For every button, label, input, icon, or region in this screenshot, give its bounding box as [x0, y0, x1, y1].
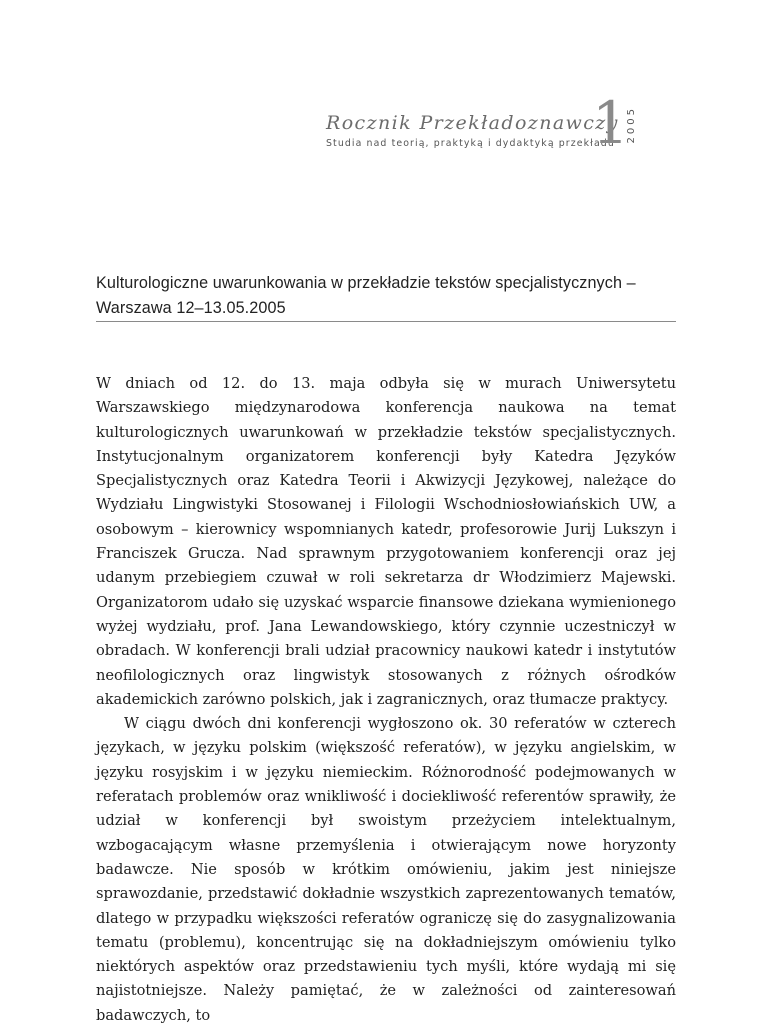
article-body	[96, 372, 676, 1028]
journal-subtitle: Studia nad teorią, praktyką i dydaktyką przekładu	[326, 138, 615, 149]
journal-title: Rocznik Przekładoznawczy	[326, 112, 619, 134]
article-title: Kulturologiczne uwarunkowania w przekładzie tekstów specjalistycznych – Warszawa 12–13.05.2005	[96, 274, 636, 317]
journal-year: 2005	[626, 106, 637, 144]
body-paragraph: W dniach od 12. do 13. maja odbyła się w murach Uniwersytetu Warszawskiego międzynarodowa konferencja naukowa na temat kulturologicznych uwarunkowań w przekładzie tekstów specjalistycznych. Instytucjonalnym organizatorem konferencji były Katedra Języków Specjalistycznych oraz Katedra Teorii i Akwizycji Językowej, należące do Wydziału Lingwistyki Stosowanej i Filologii Wschodniosłowiańskich UW, a osobowym – kierownicy wspomnianych katedr, profesorowie Jurij Lukszyn i Franciszek Grucza. Nad sprawnym przygotowaniem konferencji oraz jej udanym przebiegiem czuwał w roli sekretarza dr Włodzimierz Majewski. Organizatorom udało się uzyskać wsparcie finansowe dziekana wymienionego wyżej wydziału, prof. Jana Lewandowskiego, który czynnie uczestniczył w obradach. W konferencji brali udział pracownicy naukowi katedr i instytutów neofilologicznych oraz lingwistyk stosowanych z różnych ośrodków akademickich zarówno polskich, jak i zagranicznych, oraz tłumacze praktycy.	[96, 375, 676, 708]
body-paragraph: W ciągu dwóch dni konferencji wygłoszono ok. 30 referatów w czterech językach, w języku polskim (większość referatów), w języku angielskim, w języku rosyjskim i w języku niemieckim. Różnorodność podejmowanych w referatach problemów oraz wnikliwość i dociekliwość referentów sprawiły, że udział w konferencji był swoistym przeżyciem intelektualnym, wzbogacającym własne przemyślenia i otwierającym nowe horyzonty badawcze. Nie sposób w krótkim omówieniu, jakim jest niniejsze sprawozdanie, przedstawić dokładnie wszystkich zaprezentowanych tematów, dlatego w przypadku większości referatów ograniczę się do zasygnalizowania tematu (problemu), koncentrując się na dokładniejszym omówieniu tylko niektórych aspektów oraz przedstawieniu tych myśli, które wydają mi się najistotniejsze. Należy pamiętać, że w zależności od zainteresowań badawczych, to	[96, 715, 676, 1024]
title-divider	[96, 321, 676, 322]
volume-number: 1	[592, 89, 629, 157]
journal-header	[322, 89, 637, 172]
